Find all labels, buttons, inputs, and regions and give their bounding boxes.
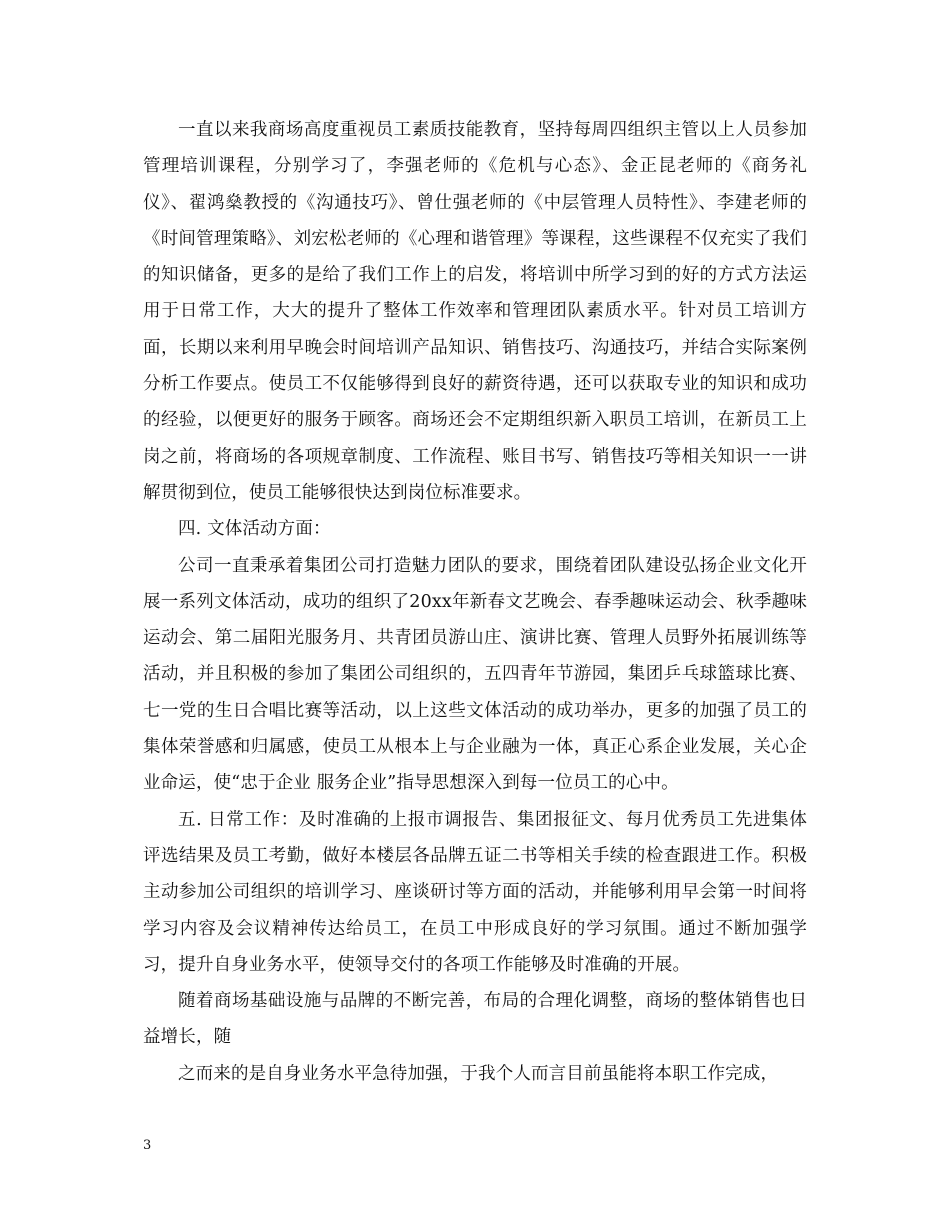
section-heading-cultural-activities: 四. 文体活动方面： <box>178 519 331 540</box>
paragraph-self-improvement: 之而来的是自身业务水平急待加强，于我个人而言目前虽能将本职工作完成， <box>178 1063 779 1084</box>
paragraph-cultural-activities: 公司一直秉承着集团公司打造魅力团队的要求，围绕着团队建设弘扬企业文化开展一系列文体活动，成功的组织了20xx年新春文艺晚会、春季趣味运动会、秋季趣味运动会、第二届阳光服务月、共青团员游山庄、演讲比赛、管理人员野外拓展训练等活动，并且积极的参加了集团公司组织的，五四青年节游园，集团乒乓球篮球比赛、七一党的生日合唱比赛等活动，以上这些文体活动的成功举办，更多的加强了员工的集体荣誉感和归属感，使员工从根本上与企业融为一体，真正心系企业发展，关心企业命运，使“忠于企业 服务企业”指导思想深入到每一位员工的心中。 <box>143 555 807 794</box>
paragraph-training: 一直以来我商场高度重视员工素质技能教育，坚持每周四组织主管以上人员参加管理培训课程，分别学习了，李强老师的《危机与心态》、金正昆老师的《商务礼仪》、翟鸿燊教授的《沟通技巧》、曾仕强老师的《中层管理人员特性》、李建老师的《时间管理策略》、刘宏松老师的《心理和谐管理》等课程，这些课程不仅充实了我们的知识储备，更多的是给了我们工作上的启发，将培训中所学习到的好的方式方法运用于日常工作，大大的提升了整体工作效率和管理团队素质水平。针对员工培训方面，长期以来利用早晚会时间培训产品知识、销售技巧、沟通技巧，并结合实际案例分析工作要点。使员工不仅能够得到良好的薪资待遇，还可以获取专业的知识和成功的经验，以便更好的服务于顾客。商场还会不定期组织新入职员工培训，在新员工上岗之前，将商场的各项规章制度、工作流程、账目书写、销售技巧等相关知识一一讲解贯彻到位，使员工能够很快达到岗位标准要求。 <box>143 120 807 503</box>
document-body <box>143 112 807 1092</box>
paragraph-mall-growth: 随着商场基础设施与品牌的不断完善，布局的合理化调整，商场的整体销售也日益增长，随 <box>143 991 807 1048</box>
paragraph-daily-work: 五. 日常工作：及时准确的上报市调报告、集团报征文、每月优秀员工先进集体评选结果及员工考勤，做好本楼层各品牌五证二书等相关手续的检查跟进工作。积极主动参加公司组织的培训学习、座谈研讨等方面的活动，并能够利用早会第一时间将学习内容及会议精神传达给员工，在员工中形成良好的学习氛围。通过不断加强学习，提升自身业务水平，使领导交付的各项工作能够及时准确的开展。 <box>143 809 807 975</box>
page-number: 3 <box>143 1138 152 1153</box>
